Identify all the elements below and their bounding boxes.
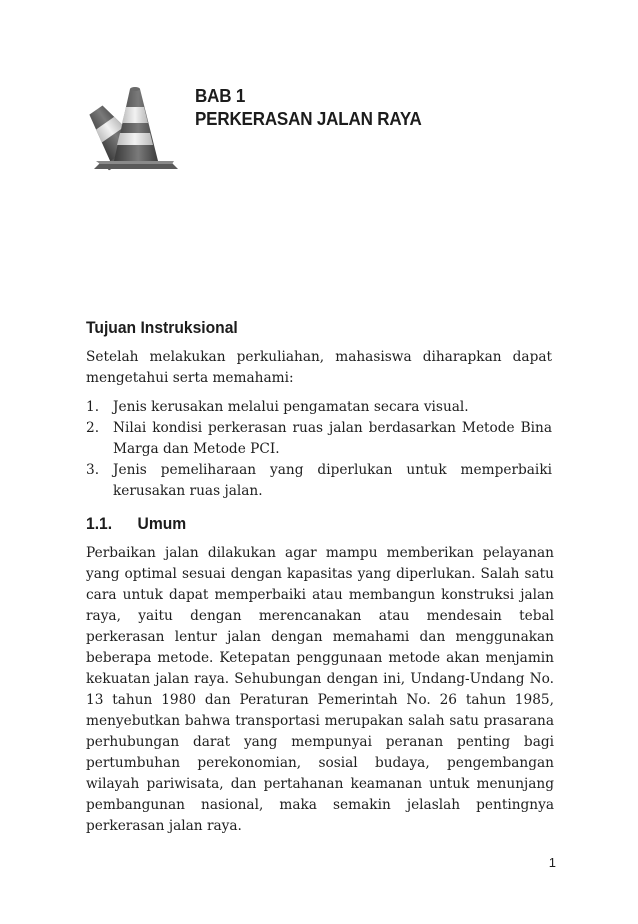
list-item: [86, 418, 552, 460]
traffic-cone-icon: [82, 85, 178, 171]
section-body: Perbaikan jalan dilakukan agar mampu memberikan pelayanan yang optimal sesuai dengan kapasitas yang diperlukan. Salah satu cara untuk dapat memperbaiki atau membangun konstruksi jalan raya, yaitu dengan merencanakan atau mendesain tebal perkerasan lentur jalan dengan memahami dan menggunakan beberapa metode. Ketepatan penggunaan metode akan menjamin kekuatan jalan raya. Sehubungan dengan ini, Undang-Undang No. 13 tahun 1980 dan Peraturan Pemerintah No. 26 tahun 1985, menyebutkan bahwa transportasi merupakan salah satu prasarana perhubungan darat yang mempunyai peranan penting bagi pertumbuhan perekonomian, sosial budaya, pengembangan wilayah pariwisata, dan pertahanan keamanan untuk menunjang pembangunan nasional, maka semakin jelaslah pentingnya perkerasan jalan raya.: [86, 545, 554, 834]
objectives-intro: Setelah melakukan perkuliahan, mahasiswa diharapkan dapat mengetahui serta memahami:: [86, 349, 552, 386]
section-title: Umum: [137, 514, 187, 533]
list-item-text: Jenis pemeliharaan yang diperlukan untuk memperbaiki kerusakan ruas jalan.: [113, 462, 552, 499]
objectives-list: [86, 397, 552, 502]
list-item-number: 3.: [86, 462, 100, 478]
list-item-number: 1.: [86, 399, 100, 415]
objectives-heading: Tujuan Instruksional: [86, 318, 238, 337]
page-number: 1: [548, 855, 556, 870]
list-item-number: 2.: [86, 420, 100, 436]
chapter-title: PERKERASAN JALAN RAYA: [195, 108, 422, 129]
list-item: [86, 397, 552, 418]
list-item-text: Jenis kerusakan melalui pengamatan secara visual.: [113, 399, 469, 415]
chapter-number: BAB 1: [195, 85, 246, 106]
section-heading: [86, 514, 186, 534]
list-item-text: Nilai kondisi perkerasan ruas jalan berdasarkan Metode Bina Marga dan Metode PCI.: [113, 420, 552, 457]
section-number: 1.1.: [86, 514, 113, 533]
list-item: [86, 460, 552, 502]
